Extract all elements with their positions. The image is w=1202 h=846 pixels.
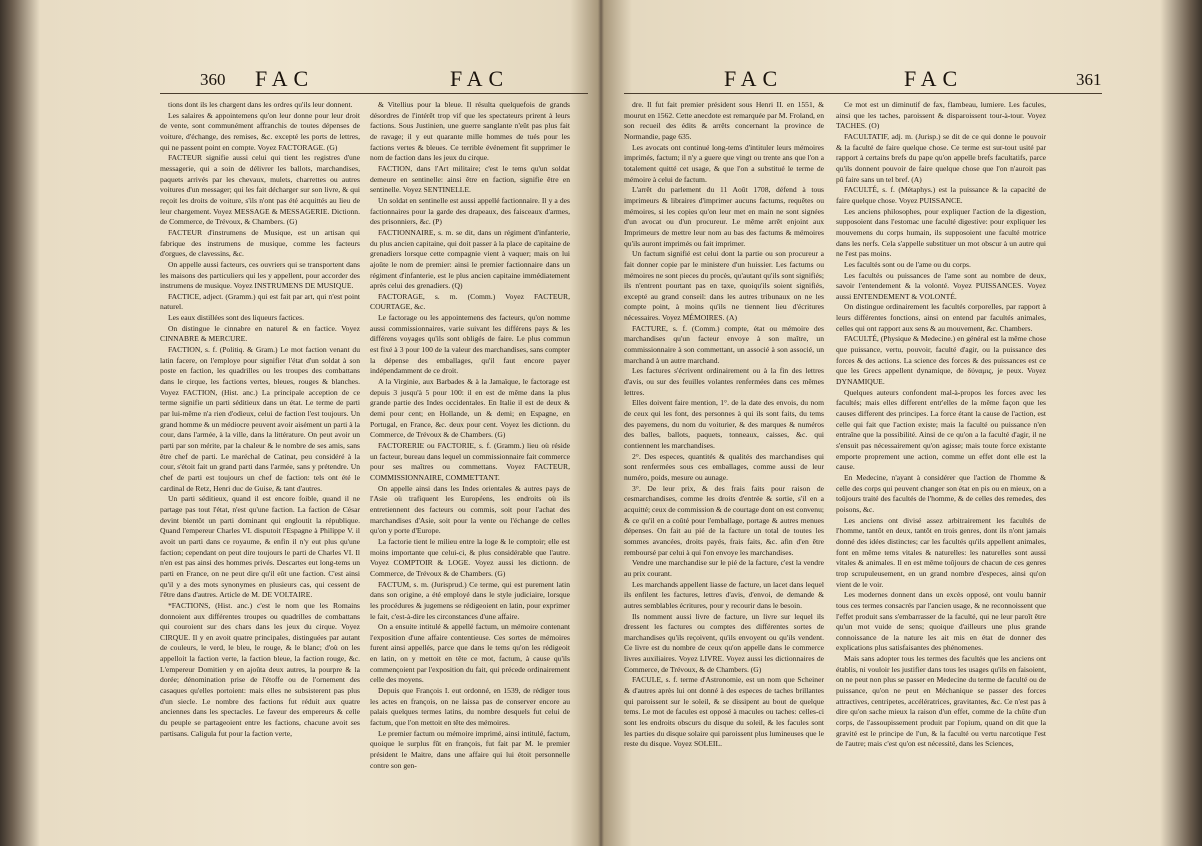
left-page-header <box>40 66 588 90</box>
left-page <box>40 0 588 846</box>
paragraph: Elles doivent faire mention, 1°. de la date des envois, du nom de ceux qui les font, des personnes à qui ils sont faits, du tems des payemens, du nom du voiturier, & des marques & numéros des balles, ballots, paquets, tonneaux, caisses, &c. qui contiennent les marchandises. <box>624 398 824 450</box>
paragraph: FACTION, s. f. (Politiq. & Gram.) Le mot faction venant du latin facere, on l'employe pour signifier l'état d'un soldat à son poste en faction, les quadrilles ou les troupes des combattans dans le cirque, les factions vertes, bleues, rouges & blanches. Voyez FACTION, (Hist. anc.) La principale acception de ce terme signifie un parti séditieux dans un état. Le terme de parti par lui-même n'a rien d'odieux, celui de faction l'est toujours. Un grand homme & un médiocre peuvent avoir aisément un parti à la cour, dans l'armée, à la ville, dans la littérature. On peut avoir un parti par son mérite, par la chaleur & le nombre de ses amis, sans être chef de parti. Le maréchal de Catinat, peu considéré à la cour, s'étoit fait un grand parti dans l'armée, sans y prétendre. Un chef de parti est toujours un chef de faction: tels ont été le cardinal de Retz, Henri duc de Guise, & tant d'autres. <box>160 345 360 493</box>
paragraph: Un parti séditieux, quand il est encore foible, quand il ne partage pas tout l'état, n'est qu'une faction. La faction de César devint bientôt un parti dominant qui engloutit la république. Quand l'empereur Charles VI. disputoit l'Espagne à Philippe V. il avoit un parti dans ce royaume, & enfin il n'y eut plus qu'une faction; cependant on peut dire toujours le parti de Charles VI. Il n'en est pas ainsi des hommes privés. Descartes eut long-tems un parti en France, on ne peut dire qu'il eût une faction. C'est ainsi qu'il y a des mots synonymes en plusieurs cas, qui cessent de l'être dans d'autres. Article de M. DE VOLTAIRE. <box>160 494 360 600</box>
paragraph: FACTURE, s. f. (Comm.) compte, état ou mémoire des marchandises qu'un facteur envoye à son maître, un commissionnaire à son commettant, un associé à son associé, un marchand à un autre marchand. <box>624 323 824 365</box>
paragraph: En Medecine, n'ayant à considérer que l'action de l'homme & celle des corps qui peuvent changer son état en pis ou en mieux, on a toûjours traité des facultés de l'homme, & de celles des remedes, des poisons, &c. <box>836 472 1046 514</box>
paragraph: Les anciens ont divisé assez arbitrairement les facultés de l'homme, tantôt en deux, tantôt en trois genres, dont ils n'ont jamais donné des idées distinctes; car les facultés qu'ils appellent animales, font en même tems vitales & naturelles: les naturelles sont aussi vitales & animales. Il en est même toûjours de chacun de ces genres trop scrupuleusement, en un grand nombre d'especes, ainsi qu'on vient de le voir. <box>836 515 1046 589</box>
running-headword: FAC <box>255 66 315 91</box>
right-page <box>614 0 1162 846</box>
paragraph: Depuis que François I. eut ordonné, en 1539, de rédiger tous les actes en françois, on ne laissa pas de conserver encore au palais quelques termes latins, du nombre desquels fut celui de factum, que l'on mettoit en tête des mémoires. <box>370 686 570 728</box>
paragraph: Les eaux distillées sont des liqueurs factices. <box>168 313 305 323</box>
paragraph: Vendre une marchandise sur le pié de la facture, c'est la vendre au prix courant. <box>624 558 824 578</box>
paragraph: On appelle ainsi dans les Indes orientales & autres pays de l'Asie où trafiquent les Européens, les endroits où ils entretiennent des facteurs ou commis, soit pour l'achat des marchandises d'Asie, soit pour la vente ou l'échange de celles qu'on y porte d'Europe. <box>370 483 570 536</box>
paragraph: Le factorage ou les appointemens des facteurs, qu'on nomme aussi commissionnaires, varie suivant les différens pays & les différens voyages qu'ils sont obligés de faire. Le plus commun est fixé à 3 pour 100 de la valeur des marchandises, sans compter la dépense des emballages, qu'il faut encore payer indépendamment de ce droit. <box>370 313 570 376</box>
paragraph: Les avocats ont continué long-tems d'intituler leurs mémoires imprimés, factum; il n'y a guere que vingt ou trente ans que l'on a totalement quitté cet usage, & que l'on a substitué le terme de mémoire à celui de factum. <box>624 142 824 184</box>
paragraph: FACULTATIF, adj. m. (Jurisp.) se dit de ce qui donne le pouvoir & la faculté de faire quelque chose. Ce terme est sur-tout usité par rapport à certains brefs du pape qu'on appelle brefs facultatifs, parce qu'ils donnent pouvoir de faire quelque chose que l'on n'auroit pas pû faire sans un tel bref. (A) <box>836 131 1046 184</box>
paragraph: Quelques auteurs confondent mal-à-propos les forces avec les facultés; mais elles different entr'elles de la même façon que les causes different des principes. La force étant la cause de l'action, est celle qui fait que l'action existe; mais la faculté ou puissance n'en entraîne que la possibilité. Ainsi de ce qu'on a la faculté d'agir, il ne s'ensuit pas nécessairement qu'on agisse; mais toute force existante emporte proprement une action, comme un effet dont elle est la cause. <box>836 387 1046 472</box>
paragraph: Mais sans adopter tous les termes des facultés que les anciens ont établis, ni vouloir les justifier dans tous les usages qu'ils en faisoient, on ne peut non plus se passer en Medecine du terme de faculté ou de puissance, qu'on ne peut en Méchanique se passer des forces attractives, centripetes, accélératrices, gravitantes, &c. Ce n'est pas à dire qu'on sache mieux la raison d'un effet, comme de la chûte d'un corps, de l'assoupissement produit par l'opium, quand on dit que la gravité est le principe de l'un, & la faculté ou vertu narcotique l'est de l'autre; mais c'est qu'on est nécessité, dans les Sciences, <box>836 654 1046 749</box>
paragraph: La factorie tient le milieu entre la loge & le comptoir; elle est moins importante que celui-ci, & plus considérable que l'autre. Voyez COMPTOIR & LOGE. Voyez aussi les dictionn. de Commerce, de Trévoux & de Chambers. (G) <box>370 536 570 578</box>
paragraph: Un factum signifié est celui dont la partie ou son procureur a fait donner copie par le ministere d'un huissier. Les factums ou mémoires ne sont pieces du procès, qu'autant qu'ils sont signifiés; ils n'entrent pourtant pas en taxe, quoiqu'ils soient signifiés, excepté au grand conseil: dans les autres tribunaux on ne les compte point, à moins qu'ils ne tiennent lieu d'écritures nécessaires. Voyez MÉMOIRES. (A) <box>624 249 824 323</box>
paragraph: FACTORAGE, s. m. (Comm.) Voyez FACTEUR, COURTAGE, &c. <box>370 291 570 312</box>
text-column-2 <box>836 100 1046 800</box>
paragraph: Les modernes donnent dans un excès opposé, ont voulu bannir tous ces termes consacrés par l'ancien usage, & ne reconnoissent que l'effet produit sans s'embarrasser de la faculté, qui ne leur paroît être qu'un mot vuide de sens; quoique d'ailleurs une plus grande connoissance de la nature les ait mis en état de donner des explications plus satisfaisantes des phénomenes. <box>836 590 1046 653</box>
paragraph: FACULTÉ, s. f. (Métaphys.) est la puissance & la capacité de faire quelque chose. Voyez PUISSANCE. <box>836 185 1046 205</box>
paragraph: Un soldat en sentinelle est aussi appellé factionnaire. Il y a des factionnaires pour la garde des drapeaux, des faisceaux d'armes, des prisonniers, &c. (P) <box>370 195 570 227</box>
paragraph: A la Virginie, aux Barbades & à la Jamaïque, le factorage est depuis 3 jusqu'à 5 pour 100: il en est de même dans la plus grande partie des Indes occidentales. En Italie il est de deux & demi pour cent; en Hollande, un & demi; en Espagne, en Portugal, en France, &c. deux pour cent. Voyez les dictionn. du Commerce, de Trévoux & de Chambers. (G) <box>370 377 570 440</box>
paragraph: On appelle aussi facteurs, ces ouvriers qui se transportent dans les maisons des particuliers qui les y appellent, pour accorder des instrumens de musique. Voyez INSTRUMENS DE MUSIQUE. <box>160 259 360 291</box>
paragraph: FACTIONNAIRE, s. m. se dit, dans un régiment d'infanterie, du plus ancien capitaine, qui doit passer à la place de capitaine de grenadiers lorsque cette compagnie vient à vaquer; mais on lui ajoûte le nom de premier: ainsi le premier factionnaire dans un régiment d'infanterie, est le plus ancien capitaine immédiatement après celui des grenadiers. (Q) <box>370 227 570 291</box>
paragraph: FACTORERIE ou FACTORIE, s. f. (Gramm.) lieu où réside un facteur, bureau dans lequel un commissionnaire fait commerce pour ses maîtres ou commettans. Voyez FACTEUR, COMMISSIONNAIRE, COMMETTANT. <box>370 441 570 482</box>
running-headword: FAC <box>450 66 510 91</box>
paragraph: FACULTÉ, (Physique & Medecine.) en général est la même chose que puissance, vertu, pouvoir, faculté d'agir, ou la puissance des forces & des actions. La science des forces & des puissances est ce que les Grecs appellent dynamique, de δύναμις, je peux. Voyez DYNAMIQUE. <box>836 334 1046 387</box>
paragraph: Ils nomment aussi livre de facture, un livre sur lequel ils dressent les factures ou comptes des différentes sortes de marchandises qu'ils reçoivent, qu'ils envoyent ou qu'ils vendent. Ce livre est du nombre de ceux qu'on appelle dans le commerce livres auxiliaires. Voyez LIVRE. Voyez aussi les dictionnaires de Commerce, de Trévoux, & de Chambers. (G) <box>624 611 824 674</box>
paragraph: FACTEUR signifie aussi celui qui tient les registres d'une messagerie, qui a soin de délivrer les ballots, marchandises, paquets arrivés par les chevaux, mulets, charrettes ou autres voitures d'un messager; qui les fait décharger sur son livre, & qui reçoit les droits de voiture, s'ils n'ont pas été acquittés au lieu de leur chargement. Voyez MESSAGE & MESSAGERIE. Dictionn. de Commerce, de Trévoux, & Chambers. (G) <box>160 153 360 227</box>
paragraph: Les factures s'écrivent ordinairement ou à la fin des lettres d'avis, ou sur des feuilles volantes renfermées dans ces mêmes lettres. <box>624 366 824 397</box>
paragraph: FACTION, dans l'Art militaire; c'est le tems qu'un soldat demeure en sentinelle: ainsi être en faction, signifie être en sentinelle. Voyez SENTINELLE. <box>370 163 570 195</box>
paragraph: Les facultés sont ou de l'ame ou du corps. <box>844 259 971 269</box>
running-headword: FAC <box>724 66 784 91</box>
paragraph: Les anciens philosophes, pour expliquer l'action de la digestion, supposoient dans l'estomac une faculté digestive: pour expliquer les mouvemens du corps humain, ils supposoient une faculté motrice dans les nerfs. Cela s'appelle substituer un mot obscur à un autre qui ne l'est pas moins. <box>836 206 1046 259</box>
paragraph: On distingue ordinairement les facultés corporelles, par rapport à leurs différentes fonctions, ainsi on entend par facultés animales, celles qui ont rapport aux sens & au mouvement, &c. Chambers. <box>836 302 1046 333</box>
paragraph: On a ensuite intitulé & appellé factum, un mémoire contenant l'exposition d'une affaire contentieuse. Ces sortes de mémoires furent ainsi appellés, parce que dans le tems qu'on les rédigeoit en latin, on y mettoit en tête ce mot, factum, à cause qu'ils commençoient par l'exposition du fait, qui précede ordinairement celle des moyens. <box>370 622 570 685</box>
running-headword: FAC <box>904 66 964 91</box>
paragraph: dre. Il fut fait premier président sous Henri II. en 1551, & mourut en 1562. Cette anecdote est remarquée par M. Froland, en son recueil des édits & arrêts concernant la province de Normandie, page 635. <box>624 100 824 141</box>
paragraph: & Vitellius pour la bleue. Il résulta quelquefois de grands désordres de l'intérêt trop vif que les spectateurs prirent à leurs factions. Sous Justinien, une guerre sanglante n'eût pas plus fait de ravage; il y eut quarante mille hommes de tués pour les factions vertes & bleues. Ce terrible événement fit supprimer le nom de faction dans les jeux du cirque. <box>370 100 570 163</box>
paragraph: Les salaires & appointemens qu'on leur donne pour leur droit de vente, sont communément affranchis de toutes dépenses de voiture, d'échange, des remises, &c. excepté les ports de lettres, qui ne passent point en compte. Voyez FACTORAGE. (G) <box>160 110 360 152</box>
paragraph: FACTUM, s. m. (Jurisprud.) Ce terme, qui est purement latin dans son origine, a été employé dans le style judiciaire, lorsque les procédures & jugemens se rédigeoient en latin, pour exprimer le fait, c'est-à-dire les circonstances d'une affaire. <box>370 579 570 621</box>
paragraph: FACULE, s. f. terme d'Astronomie, est un nom que Scheiner & d'autres après lui ont donné à des especes de taches brillantes qui paroissent sur le soleil, & se dissipent au bout de quelque tems. Le mot de facules est opposé à macules ou taches: celles-ci sont les endroits obscurs du disque du soleil, & les facules sont les parties du disque solaire qui paroissent plus lumineuses que le reste du disque. Voyez SOLEIL. <box>624 675 824 749</box>
text-column-2 <box>370 100 570 800</box>
header-rule <box>160 93 588 94</box>
right-page-header <box>614 66 1162 90</box>
text-column-1 <box>624 100 824 800</box>
paragraph: Ce mot est un diminutif de fax, flambeau, lumiere. Les facules, ainsi que les taches, paroissent & disparoissent tour-à-tour. Voyez TACHES. (O) <box>836 100 1046 131</box>
header-rule <box>624 93 1102 94</box>
paragraph: *FACTIONS, (Hist. anc.) c'est le nom que les Romains donnoient aux différentes troupes ou quadrilles de combattans qui couroient sur des chars dans les jeux du cirque. Voyez CIRQUE. Il y en avoit quatre principales, distinguées par autant de couleurs, le verd, le bleu, le rouge, & le blanc; d'où on les appelloit la faction verte, la faction bleue, la faction rouge, &c. L'empereur Domitien y en ajoûta deux autres, la pourpre & la dorée; dénomination prise de l'étoffe ou de l'ornement des casaques qu'elles portoient: mais elles ne subsisterent pas plus d'un siecle. Le nombre des factions fut réduit aux quatre anciennes dans les spectacles. Le faveur des empereurs & celle du peuple se partageoient entre les factions, chacune avoit ses partisans. Caligula fut pour la faction verte, <box>160 600 360 738</box>
paragraph: Le premier factum ou mémoire imprimé, ainsi intitulé, factum, quoique le surplus fût en françois, fut fait par M. le premier président le Maitre, dans une affaire qui lui étoit personnelle contre son gen- <box>370 728 570 770</box>
text-column-1 <box>160 100 360 800</box>
page-number: 361 <box>1076 70 1102 89</box>
paragraph: L'arrêt du parlement du 11 Août 1708, défend à tous imprimeurs & libraires d'imprimer aucuns factums, requêtes ou mémoires, si les copies qu'on leur met en main ne sont signées d'un avocat ou d'un procureur. Le même arrêt enjoint aux Imprimeurs de mettre leur nom au bas des factums & mémoires qu'ils auront imprimés ou fait imprimer. <box>624 185 824 248</box>
paragraph: FACTICE, adject. (Gramm.) qui est fait par art, qui n'est point naturel. <box>160 291 360 312</box>
paragraph: 3°. De leur prix, & des frais faits pour raison de cesmarchandises, comme les droits d'entrée & sortie, s'il en a acquitté; ceux de commission & de courtage dont on est convenu; & ce qu'il en a coûté pour l'emballage, portage & autres menues dépenses. On fait au pié de la facture un total de toutes les sommes avancées, droits payés, frais faits, &c. afin d'en être remboursé par celui à qui l'on envoye les marchandises. <box>624 483 824 557</box>
paragraph: FACTEUR d'instrumens de Musique, est un artisan qui fabrique des instrumens de musique, comme les facteurs d'orgues, de clavessins, &c. <box>160 227 360 259</box>
page-number: 360 <box>200 70 226 89</box>
paragraph: 2°. Des especes, quantités & qualités des marchandises qui sont renfermées sous ces emballages, comme aussi de leur numéro, poids, mesure ou aunage. <box>624 451 824 482</box>
paragraph: tions dont ils les chargent dans les ordres qu'ils leur donnent. <box>168 100 353 109</box>
paragraph: Les facultés ou puissances de l'ame sont au nombre de deux, savoir l'entendement & la volonté. Voyez PUISSANCES. Voyez aussi ENTENDEMENT & VOLONTÉ. <box>836 270 1046 301</box>
paragraph: On distingue le cinnabre en naturel & en factice. Voyez CINNABRE & MERCURE. <box>160 323 360 344</box>
paragraph: Les marchands appellent liasse de facture, un lacet dans lequel ils enfilent les factures, lettres d'avis, d'envoi, de demande & autres semblables écritures, pour y recourir dans le besoin. <box>624 579 824 610</box>
